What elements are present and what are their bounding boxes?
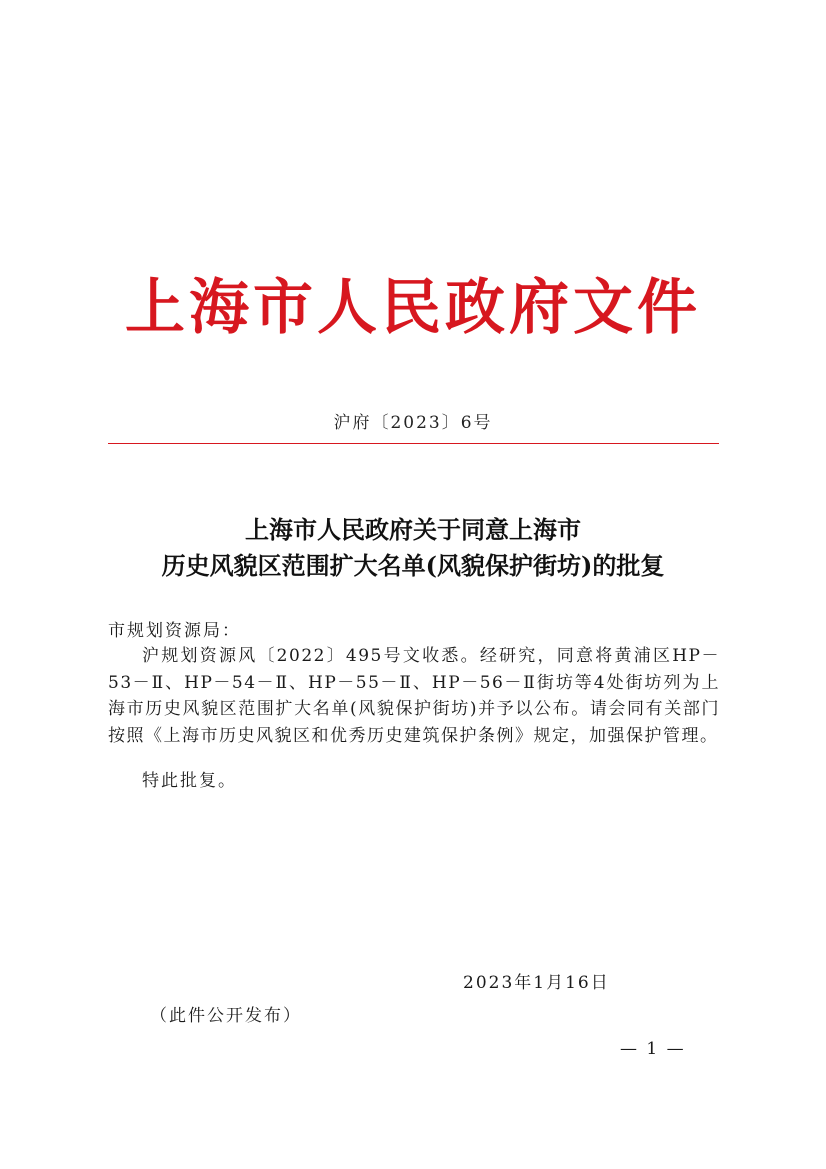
document-number: 沪府〔2023〕6号	[333, 413, 493, 433]
red-divider-rule	[108, 443, 719, 444]
document-title-line-1: 上海市人民政府关于同意上海市	[245, 515, 581, 544]
masthead-title: 上海市人民政府文件	[125, 273, 701, 343]
page-number: — 1 —	[620, 1039, 686, 1059]
issue-date: 2023年1月16日	[463, 973, 610, 993]
document-title-line-2: 历史风貌区范围扩大名单(风貌保护街坊)的批复	[161, 551, 665, 580]
body-paragraph: 沪规划资源风〔2022〕495号文收悉。经研究，同意将黄浦区HP－53－Ⅱ、HP－54－Ⅱ、HP－55－Ⅱ、HP－56－Ⅱ街坊等4处街坊列为上海市历史风貌区范围扩大名单(风貌保护街坊)并予以公布。请会同有关部门按照《上海市历史风貌区和优秀历史建筑保护条例》规定，加强保护管理。	[108, 646, 720, 746]
closing-line: 特此批复。	[142, 771, 237, 791]
salutation: 市规划资源局：	[108, 621, 241, 641]
document-title	[80, 512, 746, 584]
publication-note: （此件公开发布）	[150, 1006, 302, 1026]
